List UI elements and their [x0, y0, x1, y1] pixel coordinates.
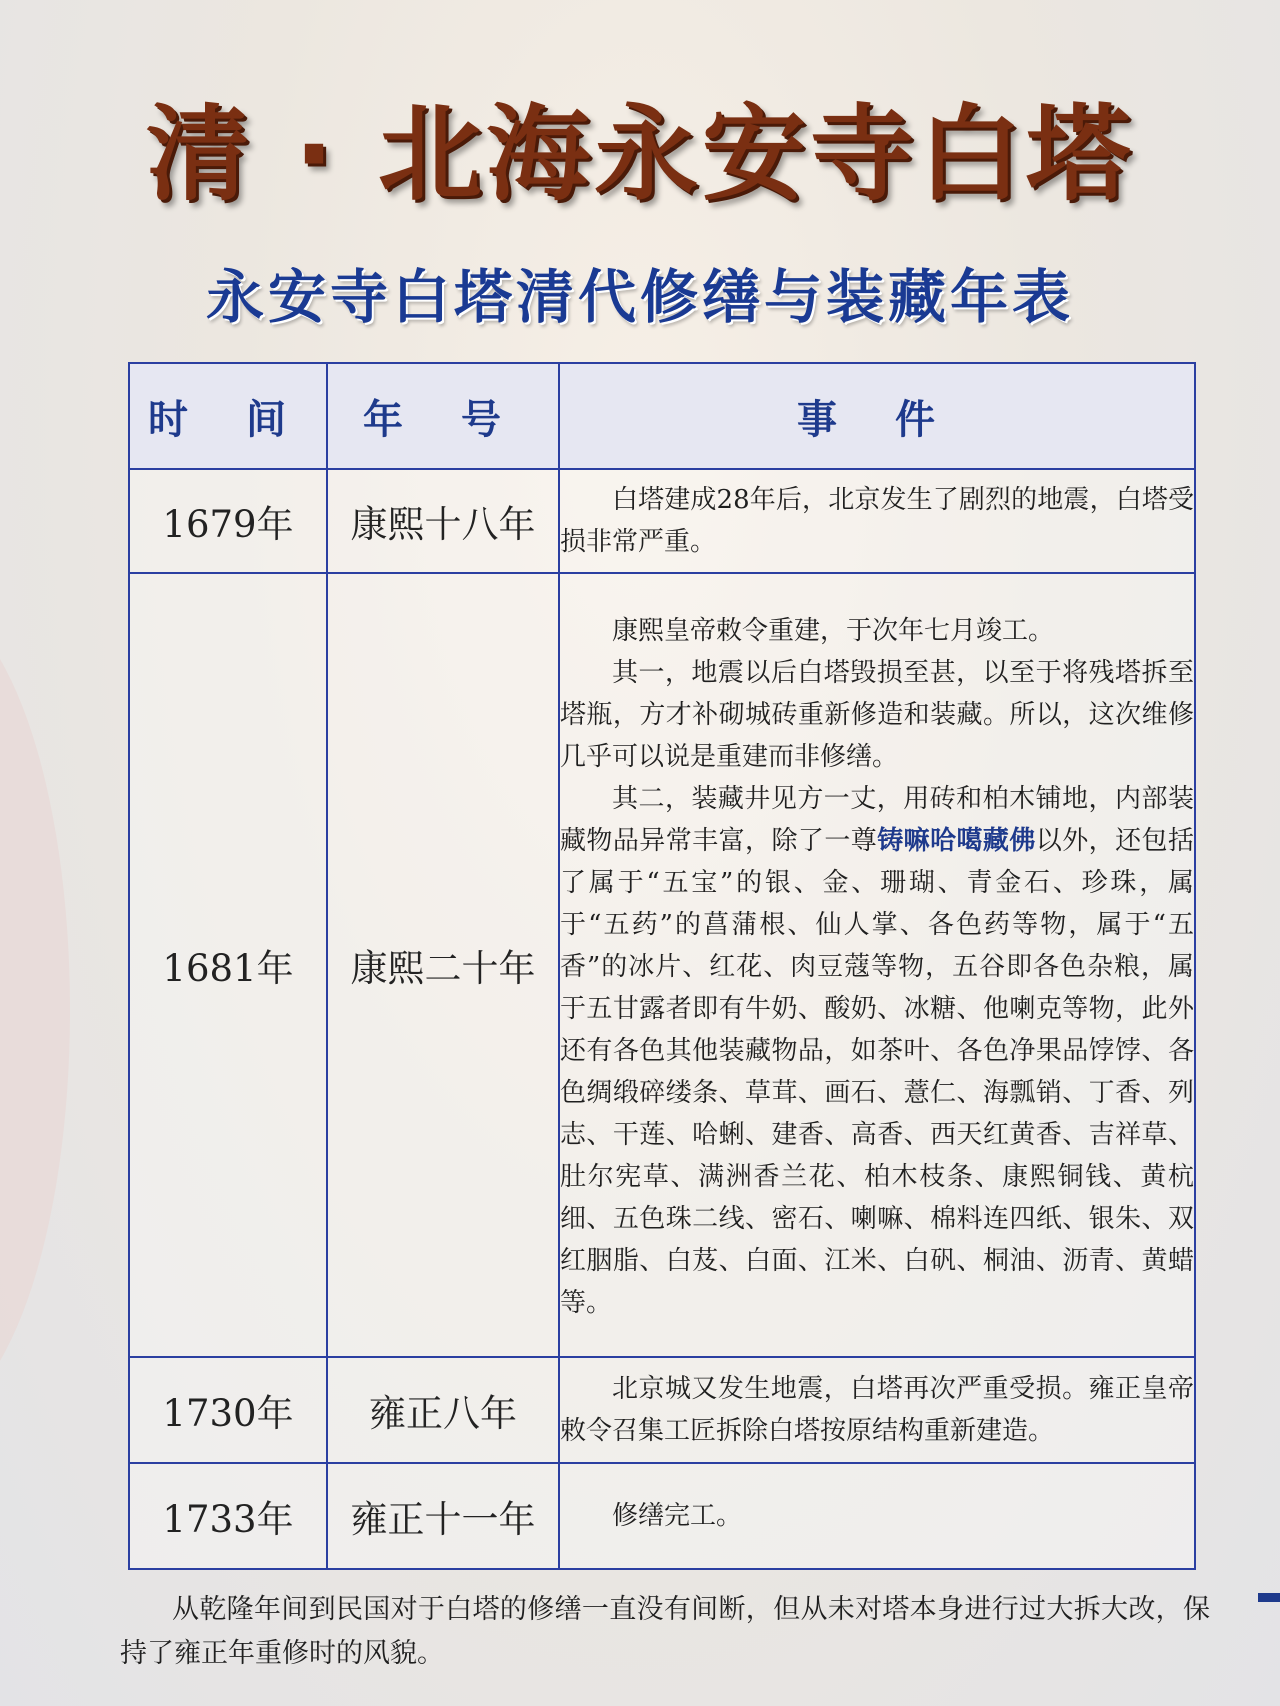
- row-reign: 康熙二十年: [327, 573, 559, 1357]
- chronology-table: [128, 362, 1196, 1570]
- row-reign: 雍正十一年: [327, 1463, 559, 1569]
- event-paragraph: 康熙皇帝敕令重建，于次年七月竣工。: [612, 616, 1055, 646]
- subtitle: 永安寺白塔清代修缮与装藏年表: [205, 263, 1074, 331]
- header-event: 事 件: [559, 363, 1195, 469]
- header-reign: 年 号: [327, 363, 559, 469]
- table-row: [129, 469, 1195, 573]
- row-time: 1730年: [129, 1357, 327, 1463]
- footnote: 从乾隆年间到民国对于白塔的修缮一直没有间断，但从未对塔本身进行过大拆大改，保持了雍正年重修时的风貌。: [120, 1594, 1210, 1669]
- row-time: 1733年: [129, 1463, 327, 1569]
- main-title: 清 · 北海永安寺白塔: [146, 93, 1134, 215]
- edge-marker: [1258, 1593, 1280, 1602]
- background-decor: [0, 600, 70, 1420]
- event-paragraph: 修缮完工。: [612, 1501, 743, 1531]
- row-event: [559, 573, 1195, 1357]
- highlight-text: 铸嘛哈噶藏佛: [877, 826, 1036, 856]
- event-text: 以外，还包括了属于“五宝”的银、金、珊瑚、青金石、珍珠，属于“五药”的菖蒲根、仙人掌、各色药等物，属于“五香”的冰片、红花、肉豆蔻等物，五谷即各色杂粮，属于五甘露者即有牛奶、酸奶、冰糖、他喇克等物，此外还有各色其他装藏物品，如茶叶、各色净果品饽饽、各色绸缎碎缕条、草茸、画石、薏仁、海瓢销、丁香、列志、干莲、哈蜊、建香、高香、西天红黄香、吉祥草、肚尔宪草、满洲香兰花、柏木枝条、康熙铜钱、黄杭细、五色珠二线、密石、喇嘛、棉料连四纸、银朱、双红胭脂、白芨、白面、江米、白矾、桐油、沥青、黄蜡等。: [560, 826, 1194, 1318]
- row-time: 1679年: [129, 469, 327, 573]
- event-paragraph: [560, 778, 1194, 1324]
- row-event: [559, 1357, 1195, 1463]
- event-text: 其二，装藏井见方一丈，用砖和柏木铺地，内部装藏物品异常丰富，除了一尊: [560, 784, 1194, 856]
- table-row: [129, 573, 1195, 1357]
- table-row: [129, 1463, 1195, 1569]
- row-reign: 康熙十八年: [327, 469, 559, 573]
- table-header-row: [129, 363, 1195, 469]
- row-time: 1681年: [129, 573, 327, 1357]
- header-time: 时 间: [129, 363, 327, 469]
- row-event: [559, 1463, 1195, 1569]
- row-event: [559, 469, 1195, 573]
- event-paragraph: 北京城又发生地震，白塔再次严重受损。雍正皇帝敕令召集工匠拆除白塔按原结构重新建造。: [560, 1374, 1194, 1446]
- row-reign: 雍正八年: [327, 1357, 559, 1463]
- event-paragraph: 其一，地震以后白塔毁损至甚，以至于将残塔拆至塔瓶，方才补砌城砖重新修造和装藏。所以，这次维修几乎可以说是重建而非修缮。: [560, 658, 1194, 772]
- event-paragraph: 白塔建成28年后，北京发生了剧烈的地震，白塔受损非常严重。: [560, 485, 1194, 557]
- table-row: [129, 1357, 1195, 1463]
